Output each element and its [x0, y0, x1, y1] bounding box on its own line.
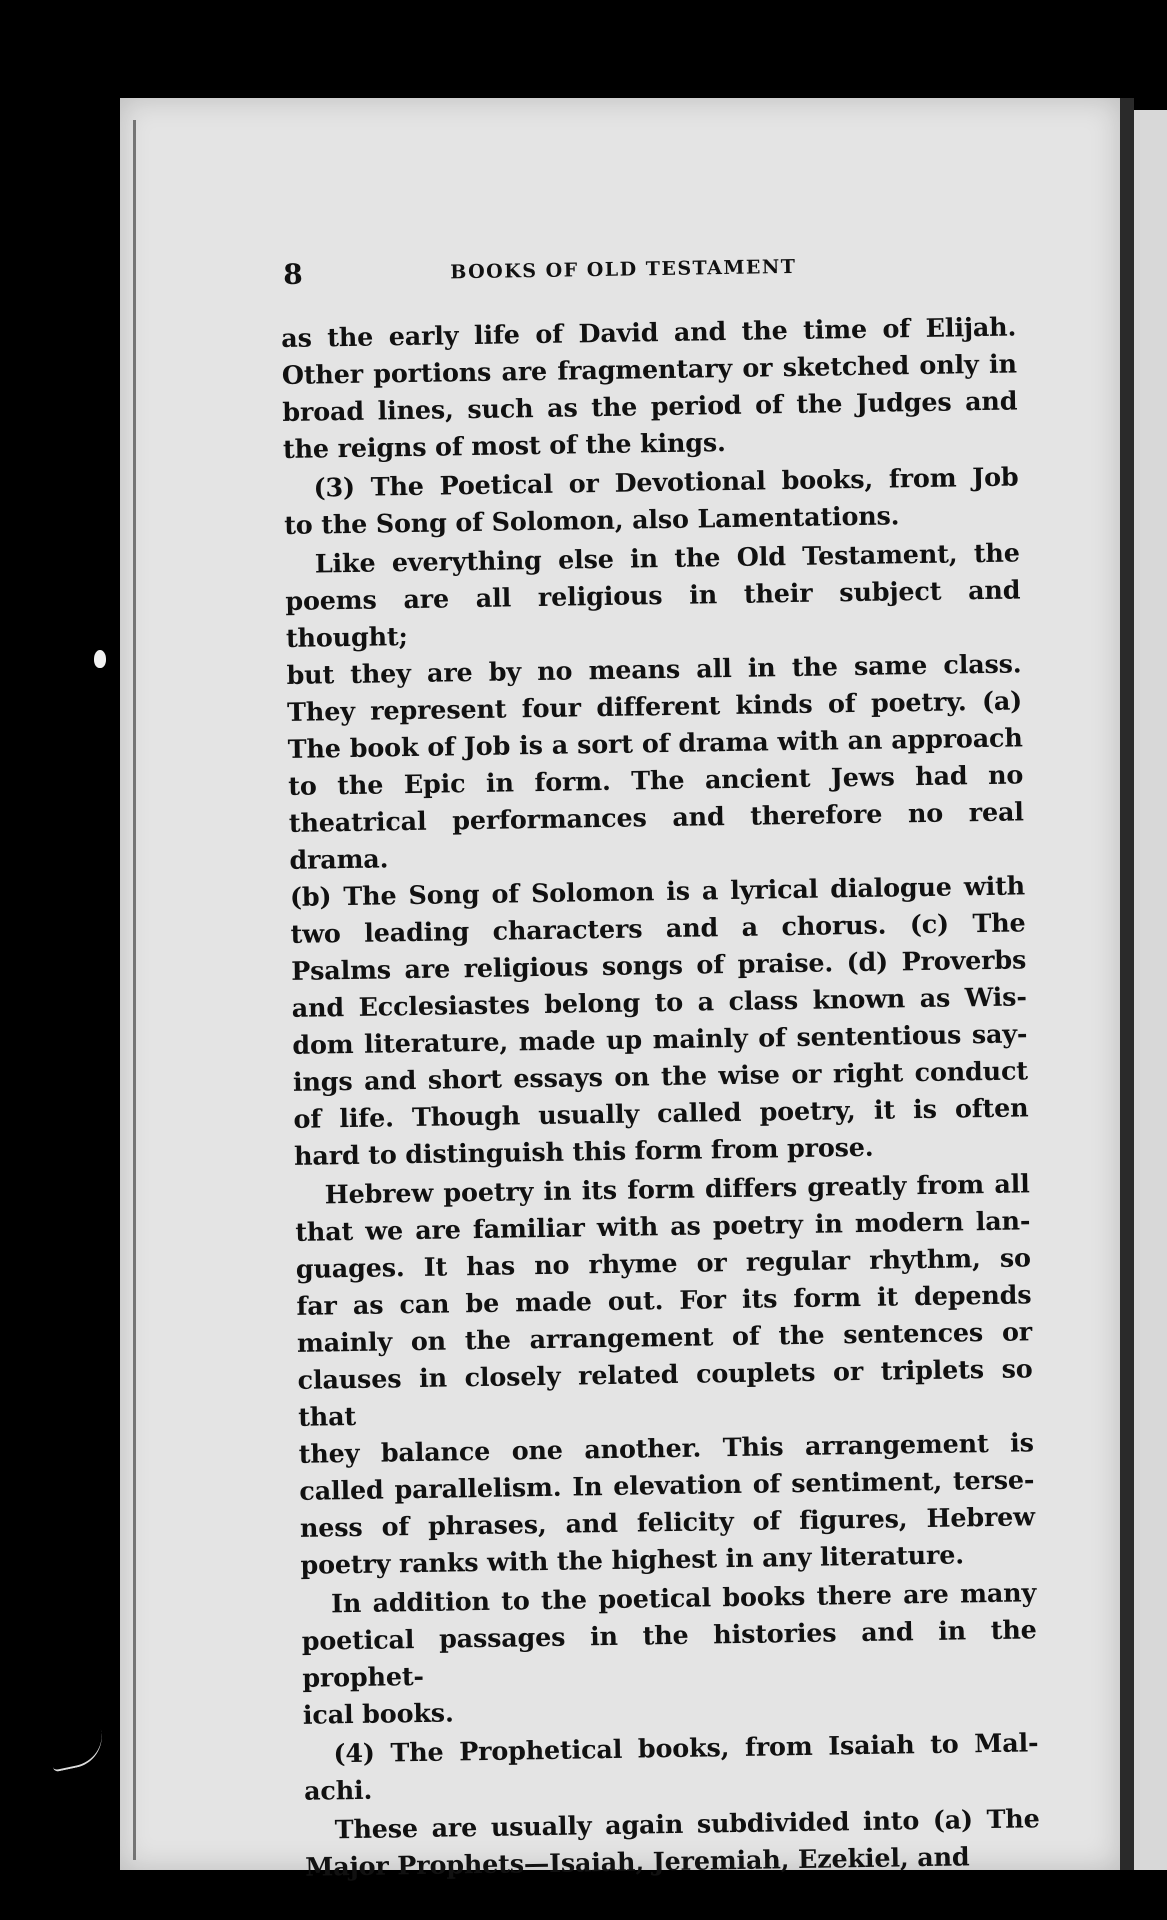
text-line: as the early life of David and the time of Elijah. — [281, 311, 1017, 353]
text-line: to the Epic in form. The ancient Jews had no — [288, 759, 1024, 801]
text-line: dom literature, made up mainly of sententious say- — [292, 1018, 1028, 1060]
text-line: hard to distinguish this form from prose. — [293, 1131, 874, 1171]
text-line: to the Song of Solomon, also Lamentations. — [283, 500, 900, 540]
facing-page-edge — [1134, 110, 1167, 1870]
text-line: the reigns of most of the kings. — [282, 427, 726, 464]
scan-artifact-mark — [94, 650, 106, 668]
text-line: poetry ranks with the highest in any literature. — [300, 1539, 965, 1580]
paragraph — [294, 1165, 1035, 1583]
text-line: achi. — [303, 1774, 373, 1806]
text-line: Psalms are religious songs of praise. (d) Proverbs — [290, 944, 1027, 986]
text-line: guages. It has no rhyme or regular rhythm, so — [295, 1242, 1032, 1284]
body-text — [281, 308, 1041, 1885]
text-line: but they are by no means all in the same class. — [286, 648, 1022, 690]
text-line: of life. Though usually called poetry, it is often — [293, 1092, 1029, 1134]
page-text — [280, 246, 1041, 1887]
scan-artifact-smudge — [47, 1730, 107, 1773]
text-line: called parallelism. In elevation of sentiment, terse- — [299, 1464, 1035, 1506]
text-line: poems are all religious in their subject and thought; — [285, 574, 1021, 653]
text-line: Other portions are fragmentary or sketched only in — [281, 348, 1017, 390]
text-line: In addition to the poetical books there are many — [330, 1577, 1037, 1619]
text-line: poetical passages in the histories and in the prophet- — [301, 1614, 1037, 1693]
text-line: far as can be made out. For its form it depends — [296, 1279, 1032, 1321]
text-line: theatrical performances and therefore no real drama. — [288, 796, 1025, 875]
text-line: They represent four different kinds of poetry. (a) — [286, 685, 1023, 727]
text-line: Like everything else in the Old Testament, the — [314, 537, 1020, 579]
paragraph — [301, 1574, 1038, 1734]
binding-edge — [133, 120, 136, 1860]
text-line: that we are familiar with as poetry in modern lan- — [295, 1205, 1031, 1247]
text-line: Hebrew poetry in its form differs greatly from all — [324, 1168, 1030, 1210]
paragraph — [281, 308, 1018, 468]
text-line: The book of Job is a sort of drama with an approach — [287, 722, 1023, 764]
text-line: (4) The Prophetical books, from Isaiah to Mal- — [333, 1727, 1039, 1769]
text-line: broad lines, such as the period of the Judges and — [282, 385, 1018, 427]
text-line: ings and short essays on the wise or right conduct — [292, 1055, 1029, 1097]
text-line: ness of phrases, and felicity of figures, Hebrew — [299, 1501, 1036, 1543]
text-line: and Ecclesiastes belong to a class known as Wis- — [291, 981, 1027, 1023]
page-number: 8 — [282, 257, 303, 291]
text-line: clauses in closely related couplets or triplets so that — [297, 1353, 1033, 1432]
text-line: (b) The Song of Solomon is a lyrical dialogue with — [289, 870, 1026, 912]
text-line: two leading characters and a chorus. (c) The — [290, 907, 1026, 949]
paragraph — [304, 1800, 1040, 1886]
page-gutter — [1120, 98, 1134, 1870]
text-line: ical books. — [302, 1697, 454, 1730]
paragraph — [303, 1724, 1039, 1810]
text-line: These are usually again subdivided into (a) The — [334, 1803, 1040, 1845]
running-title: BOOKS OF OLD TESTAMENT — [450, 255, 797, 284]
text-line: mainly on the arrangement of the sentences or — [296, 1316, 1033, 1358]
text-line: (3) The Poetical or Devotional books, from Job — [313, 461, 1019, 503]
paragraph — [285, 534, 1030, 1174]
paragraph — [283, 458, 1019, 544]
text-line: they balance one another. This arrangement is — [298, 1427, 1034, 1469]
text-line: Major Prophets—Isaiah, Jeremiah, Ezekiel, and — [305, 1841, 970, 1882]
